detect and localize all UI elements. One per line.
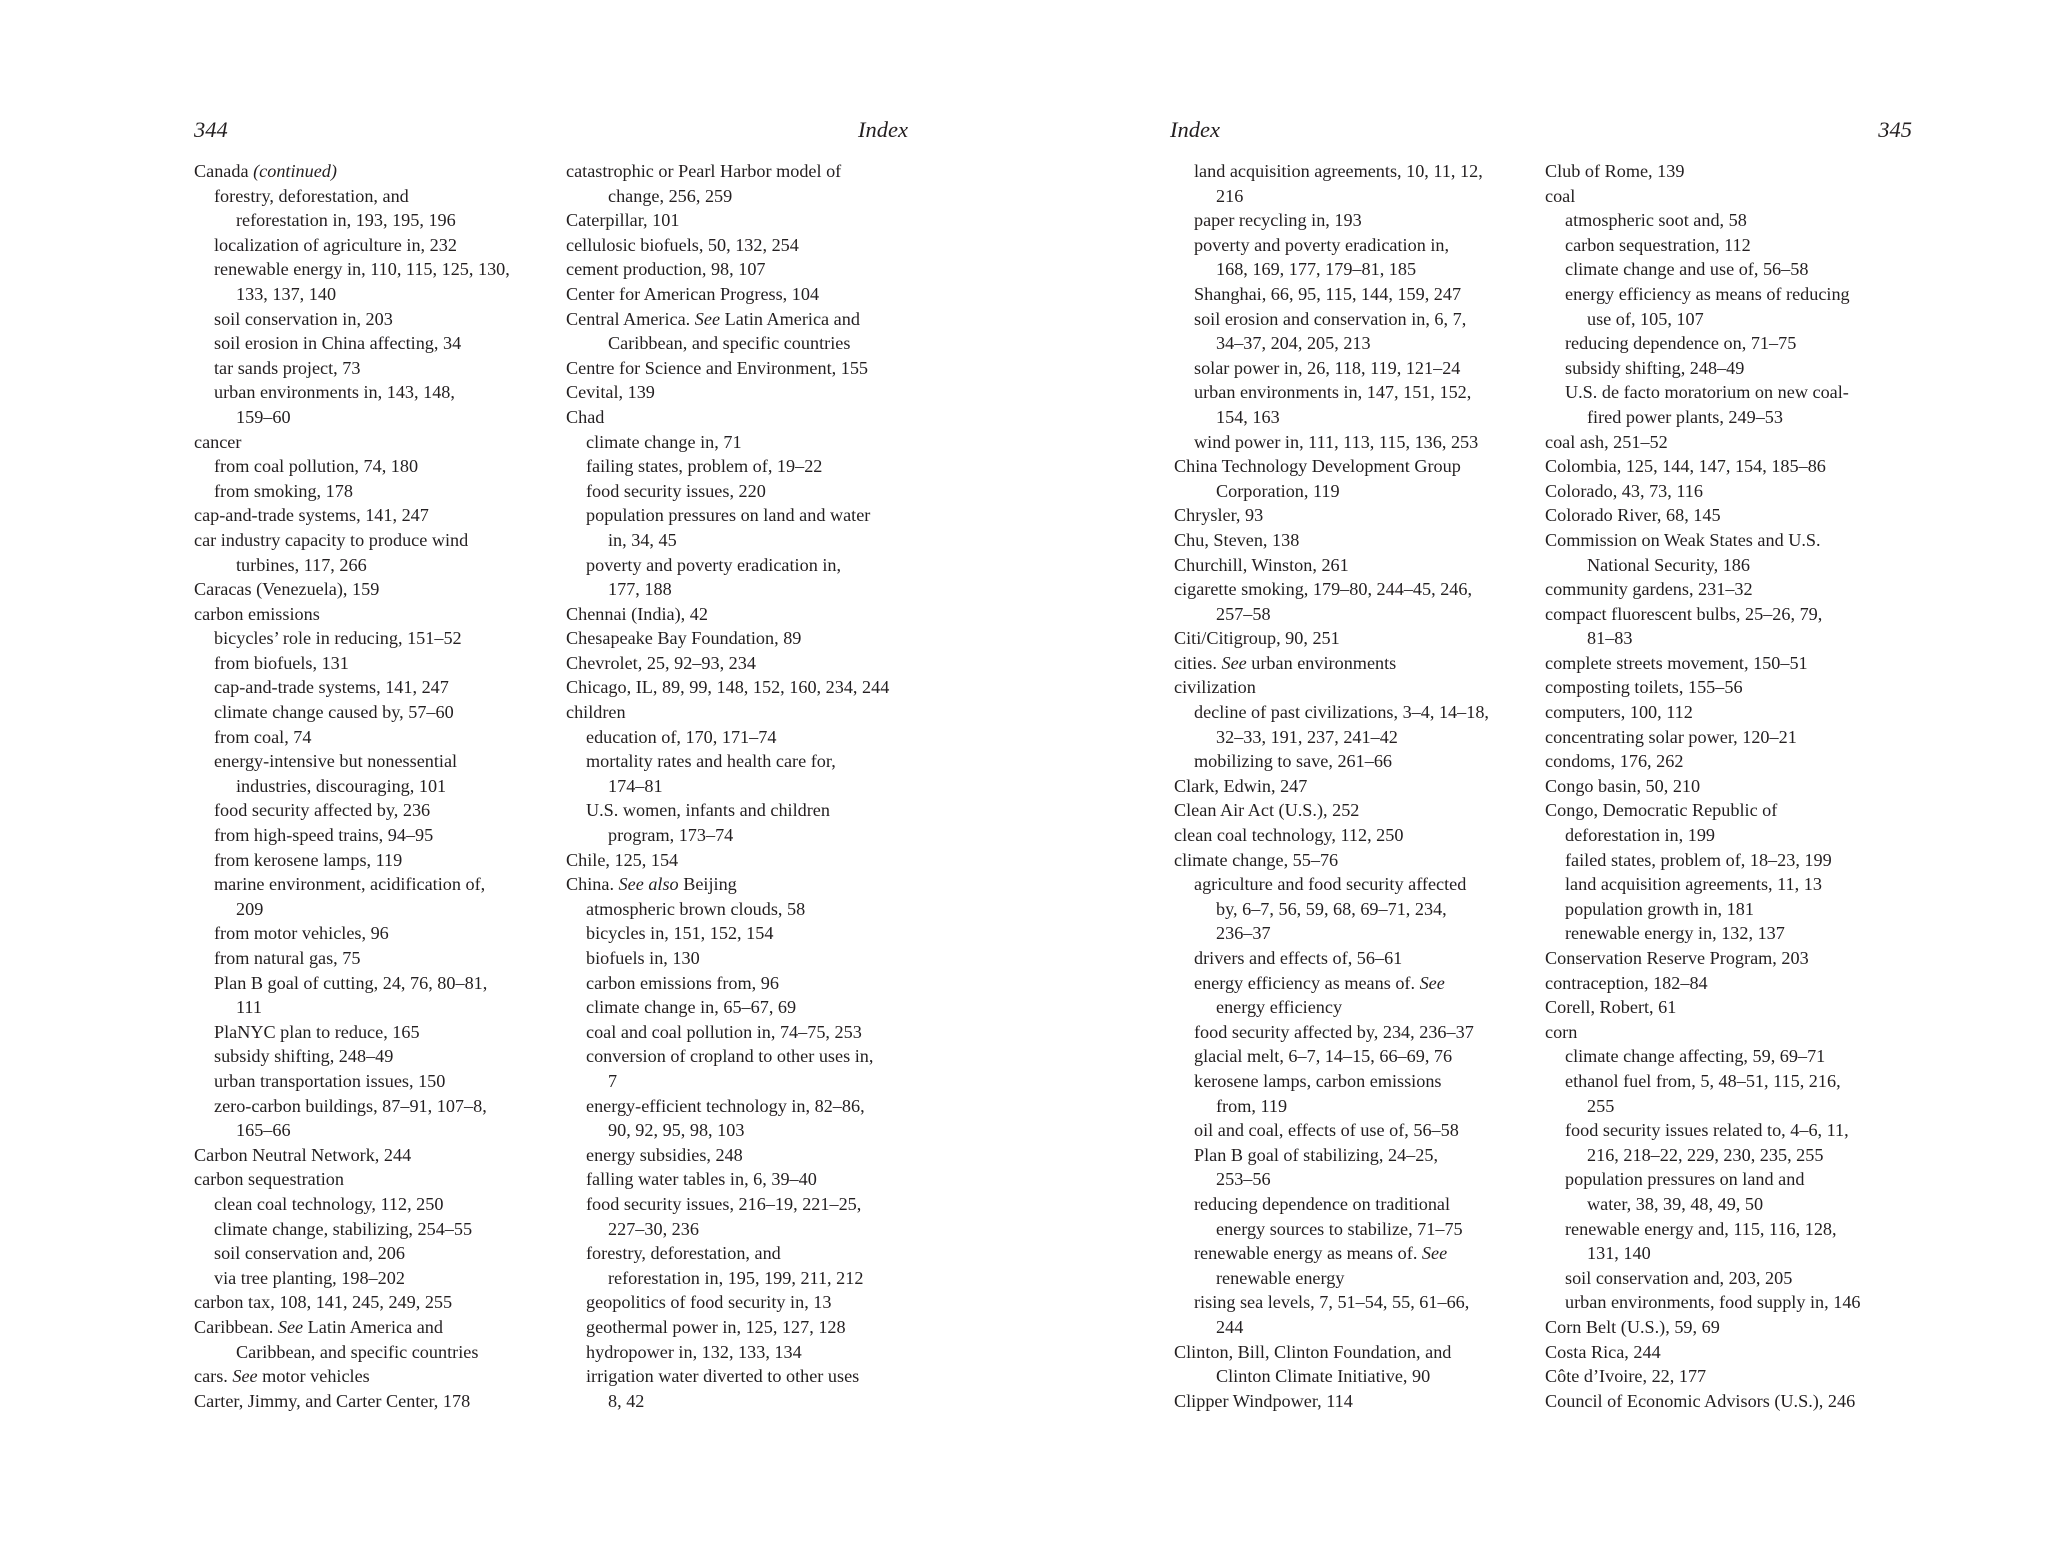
index-subentry: mortality rates and health care for, — [586, 751, 836, 772]
index-subentry: climate change and use of, 56–58 — [1565, 259, 1809, 280]
index-continuation: Corporation, 119 — [1216, 480, 1340, 501]
index-subentry: from kerosene lamps, 119 — [214, 849, 403, 870]
index-entry: Chrysler, 93 — [1174, 505, 1264, 526]
index-entry: concentrating solar power, 120–21 — [1545, 726, 1797, 747]
index-continuation: by, 6–7, 56, 59, 68, 69–71, 234, — [1216, 898, 1447, 919]
index-subentry: from smoking, 178 — [214, 480, 353, 501]
index-subentry: population pressures on land and — [1565, 1169, 1805, 1190]
index-continuation: energy efficiency — [1216, 997, 1343, 1018]
index-entry: car industry capacity to produce wind — [194, 529, 469, 550]
index-entry: Corell, Robert, 61 — [1545, 997, 1677, 1018]
index-continuation: turbines, 117, 266 — [236, 554, 367, 575]
index-continuation: 257–58 — [1216, 603, 1271, 624]
index-subentry: Plan B goal of stabilizing, 24–25, — [1194, 1144, 1438, 1165]
index-entry: carbon tax, 108, 141, 245, 249, 255 — [194, 1292, 453, 1313]
index-subentry: tar sands project, 73 — [214, 357, 361, 378]
index-entry: cancer — [194, 431, 242, 452]
index-continuation: National Security, 186 — [1587, 554, 1750, 575]
index-subentry: via tree planting, 198–202 — [214, 1267, 405, 1288]
index-entry: Costa Rica, 244 — [1545, 1341, 1661, 1362]
index-entry: cellulosic biofuels, 50, 132, 254 — [566, 234, 799, 255]
index-subentry: Plan B goal of cutting, 24, 76, 80–81, — [214, 972, 488, 993]
index-subentry: climate change, stabilizing, 254–55 — [214, 1218, 473, 1239]
index-subentry: U.S. de facto moratorium on new coal- — [1565, 382, 1849, 403]
index-entry: Colombia, 125, 144, 147, 154, 185–86 — [1545, 456, 1826, 477]
index-subentry: renewable energy as means of. See — [1194, 1243, 1448, 1264]
index-entry: cities. See urban environments — [1174, 652, 1397, 673]
index-entry: Caracas (Venezuela), 159 — [194, 579, 380, 600]
index-entry: computers, 100, 112 — [1545, 702, 1693, 723]
index-subentry: land acquisition agreements, 10, 11, 12, — [1194, 161, 1483, 181]
index-entry: Council of Economic Advisors (U.S.), 246 — [1545, 1390, 1856, 1411]
index-subentry: energy-efficient technology in, 82–86, — [586, 1095, 865, 1116]
index-subentry: carbon emissions from, 96 — [586, 972, 779, 993]
index-subentry: urban environments in, 143, 148, — [214, 382, 455, 403]
index-entry: cap-and-trade systems, 141, 247 — [194, 505, 429, 526]
index-subentry: falling water tables in, 6, 39–40 — [586, 1169, 817, 1190]
index-subentry: population pressures on land and water — [586, 505, 871, 526]
index-entry: China. See also Beijing — [566, 874, 737, 895]
index-continuation: Clinton Climate Initiative, 90 — [1216, 1366, 1431, 1387]
index-subentry: soil erosion in China affecting, 34 — [214, 333, 462, 354]
index-subentry: wind power in, 111, 113, 115, 136, 253 — [1194, 431, 1479, 452]
index-subentry: hydropower in, 132, 133, 134 — [586, 1341, 802, 1362]
index-column-2 — [1545, 159, 1915, 1413]
index-subentry: paper recycling in, 193 — [1194, 210, 1362, 231]
index-continuation: 236–37 — [1216, 923, 1271, 944]
index-continuation: 32–33, 191, 237, 241–42 — [1216, 726, 1398, 747]
index-subentry: from high-speed trains, 94–95 — [214, 825, 434, 846]
index-subentry: carbon sequestration, 112 — [1565, 234, 1751, 255]
index-entry: Chesapeake Bay Foundation, 89 — [566, 628, 802, 649]
index-subentry: decline of past civilizations, 3–4, 14–18, — [1194, 702, 1489, 723]
index-entry: Congo basin, 50, 210 — [1545, 775, 1701, 796]
index-subentry: climate change affecting, 59, 69–71 — [1565, 1046, 1826, 1067]
index-entry: Corn Belt (U.S.), 59, 69 — [1545, 1316, 1720, 1337]
index-subentry: kerosene lamps, carbon emissions — [1194, 1070, 1442, 1091]
index-entry: Clipper Windpower, 114 — [1174, 1390, 1353, 1411]
index-subentry: glacial melt, 6–7, 14–15, 66–69, 76 — [1194, 1046, 1453, 1067]
running-head: Index — [1170, 117, 1220, 142]
index-subentry: urban environments in, 147, 151, 152, — [1194, 382, 1472, 403]
index-subentry: failed states, problem of, 18–23, 199 — [1565, 849, 1832, 870]
index-continuation: 168, 169, 177, 179–81, 185 — [1216, 259, 1417, 280]
index-continuation: in, 34, 45 — [608, 529, 677, 550]
index-continuation: 216 — [1216, 185, 1244, 206]
index-entry: Chennai (India), 42 — [566, 603, 708, 624]
index-continuation: 209 — [236, 898, 264, 919]
index-entry: Clinton, Bill, Clinton Foundation, and — [1174, 1341, 1452, 1362]
running-head: Index — [858, 117, 908, 142]
index-subentry: urban environments, food supply in, 146 — [1565, 1292, 1861, 1313]
index-entry: climate change, 55–76 — [1174, 849, 1339, 870]
index-subentry: zero-carbon buildings, 87–91, 107–8, — [214, 1095, 487, 1116]
index-subentry: bicycles in, 151, 152, 154 — [586, 923, 774, 944]
index-continuation: Caribbean, and specific countries — [236, 1341, 479, 1362]
index-subentry: from coal pollution, 74, 180 — [214, 456, 419, 477]
index-subentry: subsidy shifting, 248–49 — [214, 1046, 394, 1067]
index-entry: Chicago, IL, 89, 99, 148, 152, 160, 234, 244 — [566, 677, 890, 698]
index-subentry: food security affected by, 236 — [214, 800, 431, 821]
index-continuation: 227–30, 236 — [608, 1218, 699, 1239]
index-entry: cars. See motor vehicles — [194, 1366, 370, 1387]
index-continuation: 111 — [236, 997, 262, 1018]
index-entry: Center for American Progress, 104 — [566, 283, 820, 304]
index-subentry: solar power in, 26, 118, 119, 121–24 — [1194, 357, 1461, 378]
index-continuation: fired power plants, 249–53 — [1587, 406, 1783, 427]
index-continuation: reforestation in, 195, 199, 211, 212 — [608, 1267, 864, 1288]
index-entry: carbon sequestration — [194, 1169, 344, 1190]
index-continuation: 81–83 — [1587, 628, 1633, 649]
index-continuation: program, 173–74 — [608, 825, 734, 846]
index-subentry: climate change caused by, 57–60 — [214, 702, 454, 723]
index-subentry: oil and coal, effects of use of, 56–58 — [1194, 1120, 1459, 1141]
index-subentry: renewable energy in, 110, 115, 125, 130, — [214, 259, 510, 280]
index-subentry: bicycles’ role in reducing, 151–52 — [214, 628, 462, 649]
index-continuation: 165–66 — [236, 1120, 291, 1141]
index-subentry: energy efficiency as means of. See — [1194, 972, 1445, 993]
index-continuation: 133, 137, 140 — [236, 283, 337, 304]
index-subentry: food security issues, 216–19, 221–25, — [586, 1193, 862, 1214]
index-subentry: cap-and-trade systems, 141, 247 — [214, 677, 449, 698]
index-subentry: conversion of cropland to other uses in, — [586, 1046, 874, 1067]
index-continuation: energy sources to stabilize, 71–75 — [1216, 1218, 1463, 1239]
page-number: 344 — [194, 117, 228, 142]
index-continuation: 154, 163 — [1216, 406, 1280, 427]
index-subentry: from natural gas, 75 — [214, 948, 361, 968]
index-subentry: energy subsidies, 248 — [586, 1144, 743, 1165]
index-entry: cement production, 98, 107 — [566, 259, 766, 280]
index-subentry: renewable energy and, 115, 116, 128, — [1565, 1218, 1837, 1239]
index-entry: Commission on Weak States and U.S. — [1545, 529, 1821, 550]
index-entry: Carbon Neutral Network, 244 — [194, 1144, 412, 1165]
index-continuation: from, 119 — [1216, 1095, 1288, 1116]
index-continuation: 174–81 — [608, 775, 663, 796]
index-subentry: from biofuels, 131 — [214, 652, 349, 673]
index-continuation: 7 — [608, 1070, 618, 1091]
index-subentry: climate change in, 65–67, 69 — [586, 997, 797, 1018]
index-entry: Club of Rome, 139 — [1545, 161, 1685, 181]
index-subentry: atmospheric soot and, 58 — [1565, 210, 1747, 231]
index-entry: children — [566, 702, 626, 723]
index-subentry: biofuels in, 130 — [586, 948, 700, 968]
index-entry: Citi/Citigroup, 90, 251 — [1174, 628, 1340, 649]
index-continuation: 216, 218–22, 229, 230, 235, 255 — [1587, 1144, 1824, 1165]
index-continuation: 90, 92, 95, 98, 103 — [608, 1120, 745, 1141]
index-subentry: clean coal technology, 112, 250 — [214, 1193, 444, 1214]
index-subentry: soil conservation and, 206 — [214, 1243, 405, 1264]
index-entry: civilization — [1174, 677, 1256, 698]
index-subentry: agriculture and food security affected — [1194, 874, 1467, 895]
index-subentry: urban transportation issues, 150 — [214, 1070, 446, 1091]
index-subentry: coal and coal pollution in, 74–75, 253 — [586, 1021, 862, 1042]
index-entry: Clean Air Act (U.S.), 252 — [1174, 800, 1360, 821]
index-continuation: 244 — [1216, 1316, 1244, 1337]
index-entry: Caribbean. See Latin America and — [194, 1316, 443, 1337]
index-column-1 — [194, 159, 564, 1413]
index-column-2 — [566, 159, 936, 1413]
index-entry: Caterpillar, 101 — [566, 210, 680, 231]
index-entry: Canada (continued) — [194, 161, 337, 181]
index-subentry: food security affected by, 234, 236–37 — [1194, 1021, 1474, 1042]
index-entry: Central America. See Latin America and — [566, 308, 860, 329]
index-subentry: atmospheric brown clouds, 58 — [586, 898, 806, 919]
index-entry: corn — [1545, 1021, 1578, 1042]
index-continuation: 131, 140 — [1587, 1243, 1651, 1264]
index-subentry: food security issues related to, 4–6, 11, — [1565, 1120, 1849, 1141]
index-entry: catastrophic or Pearl Harbor model of — [566, 161, 842, 181]
index-entry: Carter, Jimmy, and Carter Center, 178 — [194, 1390, 471, 1411]
index-entry: Chu, Steven, 138 — [1174, 529, 1300, 550]
index-subentry: geopolitics of food security in, 13 — [586, 1292, 832, 1313]
index-subentry: energy-intensive but nonessential — [214, 751, 458, 772]
index-subentry: food security issues, 220 — [586, 480, 766, 501]
index-entry: compact fluorescent bulbs, 25–26, 79, — [1545, 603, 1823, 624]
index-continuation: industries, discouraging, 101 — [236, 775, 447, 796]
index-continuation: 159–60 — [236, 406, 291, 427]
index-subentry: from motor vehicles, 96 — [214, 923, 389, 944]
index-subentry: rising sea levels, 7, 51–54, 55, 61–66, — [1194, 1292, 1470, 1313]
index-subentry: Shanghai, 66, 95, 115, 144, 159, 247 — [1194, 283, 1462, 304]
index-subentry: land acquisition agreements, 11, 13 — [1565, 874, 1822, 895]
index-subentry: ethanol fuel from, 5, 48–51, 115, 216, — [1565, 1070, 1841, 1091]
index-entry: China Technology Development Group — [1174, 456, 1461, 477]
index-entry: Chad — [566, 406, 605, 427]
index-continuation: reforestation in, 193, 195, 196 — [236, 210, 456, 231]
index-entry: Centre for Science and Environment, 155 — [566, 357, 869, 378]
index-continuation: 34–37, 204, 205, 213 — [1216, 333, 1371, 354]
index-subentry: reducing dependence on traditional — [1194, 1193, 1451, 1214]
index-entry: Colorado River, 68, 145 — [1545, 505, 1721, 526]
index-continuation: 177, 188 — [608, 579, 672, 600]
index-subentry: renewable energy in, 132, 137 — [1565, 923, 1785, 944]
index-subentry: mobilizing to save, 261–66 — [1194, 751, 1393, 772]
index-subentry: soil erosion and conservation in, 6, 7, — [1194, 308, 1467, 329]
index-subentry: failing states, problem of, 19–22 — [586, 456, 823, 477]
index-subentry: irrigation water diverted to other uses — [586, 1366, 860, 1387]
index-subentry: forestry, deforestation, and — [586, 1243, 781, 1264]
index-entry: Clark, Edwin, 247 — [1174, 775, 1308, 796]
index-entry: coal ash, 251–52 — [1545, 431, 1668, 452]
index-entry: contraception, 182–84 — [1545, 972, 1708, 993]
index-entry: composting toilets, 155–56 — [1545, 677, 1743, 698]
index-entry: Churchill, Winston, 261 — [1174, 554, 1349, 575]
index-subentry: localization of agriculture in, 232 — [214, 234, 457, 255]
index-subentry: marine environment, acidification of, — [214, 874, 486, 895]
index-subentry: forestry, deforestation, and — [214, 185, 409, 206]
index-subentry: poverty and poverty eradication in, — [586, 554, 842, 575]
index-entry: Colorado, 43, 73, 116 — [1545, 480, 1703, 501]
index-continuation: 253–56 — [1216, 1169, 1271, 1190]
index-subentry: PlaNYC plan to reduce, 165 — [214, 1021, 420, 1042]
index-subentry: deforestation in, 199 — [1565, 825, 1716, 846]
index-continuation: Caribbean, and specific countries — [608, 333, 851, 354]
index-continuation: 255 — [1587, 1095, 1615, 1116]
index-subentry: drivers and effects of, 56–61 — [1194, 948, 1403, 968]
index-continuation: use of, 105, 107 — [1587, 308, 1704, 329]
index-continuation: water, 38, 39, 48, 49, 50 — [1587, 1193, 1764, 1214]
index-entry: carbon emissions — [194, 603, 320, 624]
index-subentry: poverty and poverty eradication in, — [1194, 234, 1450, 255]
index-subentry: subsidy shifting, 248–49 — [1565, 357, 1745, 378]
index-entry: complete streets movement, 150–51 — [1545, 652, 1808, 673]
index-subentry: energy efficiency as means of reducing — [1565, 283, 1850, 304]
index-entry: Chevrolet, 25, 92–93, 234 — [566, 652, 756, 673]
index-entry: community gardens, 231–32 — [1545, 579, 1753, 600]
index-subentry: education of, 170, 171–74 — [586, 726, 777, 747]
index-entry: Conservation Reserve Program, 203 — [1545, 948, 1809, 968]
page-number: 345 — [1878, 117, 1912, 142]
index-entry: clean coal technology, 112, 250 — [1174, 825, 1404, 846]
index-subentry: climate change in, 71 — [586, 431, 742, 452]
index-entry: Côte d’Ivoire, 22, 177 — [1545, 1366, 1707, 1387]
right-page — [1024, 0, 2048, 1567]
index-continuation: 8, 42 — [608, 1390, 645, 1411]
index-subentry: from coal, 74 — [214, 726, 312, 747]
index-column-1 — [1174, 159, 1544, 1413]
index-subentry: soil conservation in, 203 — [214, 308, 393, 329]
index-entry: Congo, Democratic Republic of — [1545, 800, 1778, 821]
index-subentry: reducing dependence on, 71–75 — [1565, 333, 1797, 354]
index-continuation: change, 256, 259 — [608, 185, 733, 206]
index-subentry: soil conservation and, 203, 205 — [1565, 1267, 1793, 1288]
index-entry: coal — [1545, 185, 1576, 206]
index-entry: condoms, 176, 262 — [1545, 751, 1684, 772]
index-subentry: U.S. women, infants and children — [586, 800, 830, 821]
index-entry: Chile, 125, 154 — [566, 849, 679, 870]
index-entry: cigarette smoking, 179–80, 244–45, 246, — [1174, 579, 1473, 600]
index-subentry: geothermal power in, 125, 127, 128 — [586, 1316, 846, 1337]
index-entry: Cevital, 139 — [566, 382, 655, 403]
index-subentry: population growth in, 181 — [1565, 898, 1754, 919]
index-continuation: renewable energy — [1216, 1267, 1345, 1288]
